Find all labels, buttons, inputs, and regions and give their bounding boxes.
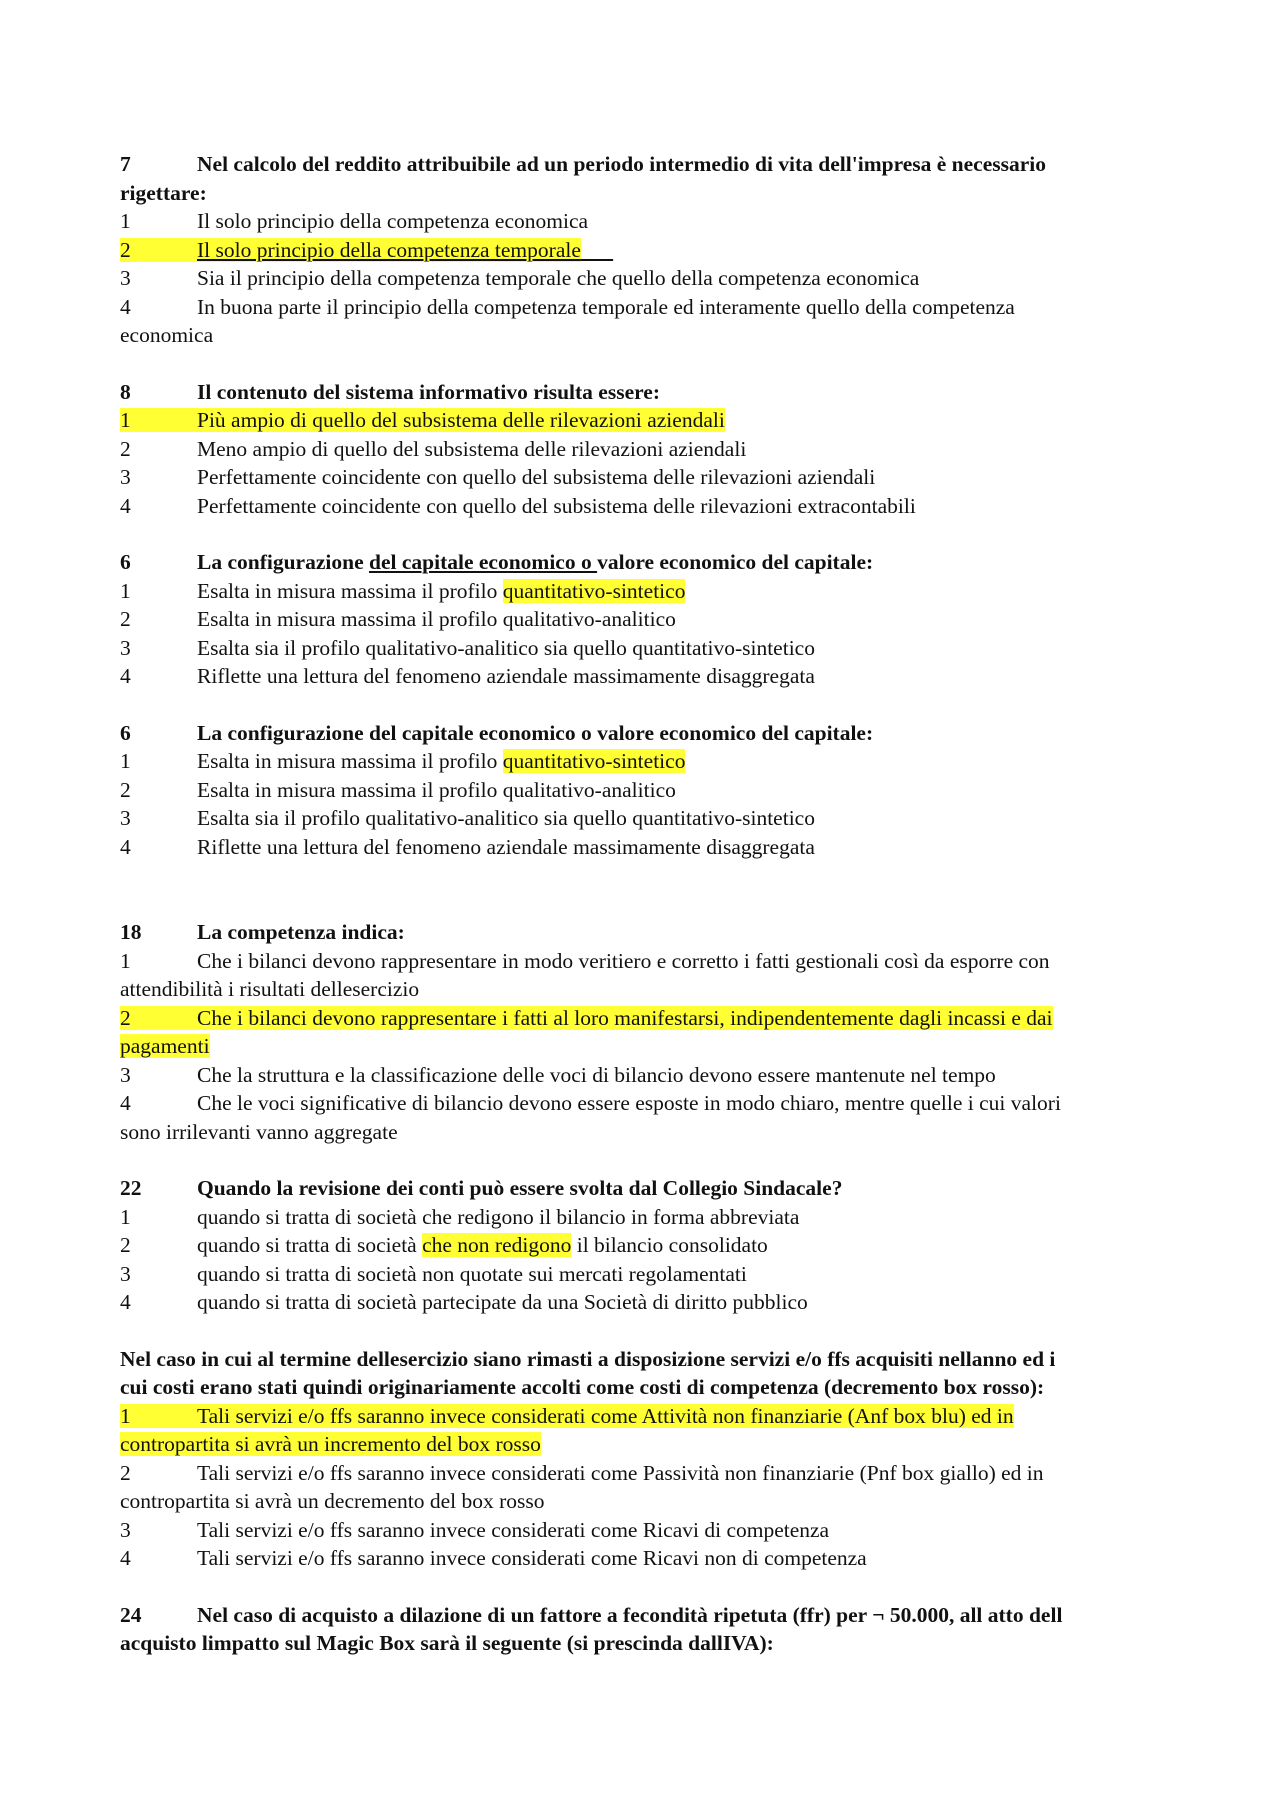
answer-option-continued: sono irrilevanti vanno aggregate xyxy=(120,1119,398,1144)
answer-option-continued: attendibilità i risultati dellesercizio xyxy=(120,977,420,1001)
answer-option-continued: contropartita si avrà un decremento del box rosso xyxy=(120,1489,545,1513)
question-block xyxy=(120,719,1170,862)
answer-option: 4 Perfettamente coincidente con quello del subsistema delle rilevazioni extracontabili xyxy=(120,493,916,518)
answer-option: 4 Tali servizi e/o ffs saranno invece considerati come Ricavi non di competenza xyxy=(120,1546,867,1570)
question-number: 22 xyxy=(120,1176,142,1200)
question-stem-continued: rigettare: xyxy=(120,180,207,205)
answer-option: 1 quando si tratta di società che redigono il bilancio in forma abbreviata xyxy=(120,1204,800,1229)
underline-tail xyxy=(581,238,613,262)
question-stem: 8 Il contenuto del sistema informativo risulta essere: xyxy=(120,378,1170,407)
question-number: 7 xyxy=(120,152,131,176)
question-stem: 18 La competenza indica: xyxy=(120,918,1170,947)
answer-option-highlighted xyxy=(120,406,1170,435)
question-stem-continued: cui costi erano stati quindi originariamente accolti come costi di competenza (decremento box rosso): xyxy=(120,1375,1045,1399)
question-stem: Nel caso in cui al termine dellesercizio siano rimasti a disposizione servizi e/o ffs acquisiti nellanno ed i xyxy=(120,1346,1056,1371)
answer-option: 3 Tali servizi e/o ffs saranno invece considerati come Ricavi di competenza xyxy=(120,1517,830,1542)
answer-option: 2 Esalta in misura massima il profilo qualitativo-analitico xyxy=(120,607,676,631)
question-stem: 6 La configurazione del capitale economico o valore economico del capitale: xyxy=(120,719,1170,748)
answer-option: 4 quando si tratta di società partecipate da una Società di diritto pubblico xyxy=(120,1290,808,1314)
question-number: 8 xyxy=(120,379,131,404)
question-stem: 7 Nel calcolo del reddito attribuibile ad un periodo intermedio di vita dell'impresa è necessario xyxy=(120,150,1170,179)
answer-option: 1 Esalta in misura massima il profilo quantitativo-sintetico xyxy=(120,578,686,603)
highlight-mark: che non redigono xyxy=(422,1233,572,1257)
answer-option: 4 Riflette una lettura del fenomeno aziendale massimamente disaggregata xyxy=(120,834,815,859)
answer-option: 3 Sia il principio della competenza temporale che quello della competenza economica xyxy=(120,266,920,290)
answer-option: 4 Che le voci significative di bilancio devono essere esposte in modo chiaro, mentre quelle i cui valori xyxy=(120,1091,1061,1115)
highlight-mark: quantitativo-sintetico xyxy=(502,749,686,773)
question-stem: 22 Quando la revisione dei conti può essere svolta dal Collegio Sindacale? xyxy=(120,1174,1170,1203)
question-block xyxy=(120,150,1170,350)
question-number: 6 xyxy=(120,550,131,574)
answer-option-highlighted xyxy=(120,1402,1170,1431)
answer-option: 3 quando si tratta di società non quotate sui mercati regolamentati xyxy=(120,1261,747,1286)
highlight-mark: contropartita si avrà un incremento del box rosso xyxy=(120,1432,541,1456)
highlight-mark: pagamenti xyxy=(120,1034,210,1058)
question-block xyxy=(120,1174,1170,1317)
highlight-mark: 2 Il solo principio della competenza temporale xyxy=(120,237,581,262)
answer-option: 4 Riflette una lettura del fenomeno aziendale massimamente disaggregata xyxy=(120,664,815,688)
answer-option-highlighted xyxy=(120,1004,1170,1033)
answer-option: 1 Esalta in misura massima il profilo quantitativo-sintetico xyxy=(120,749,686,773)
question-stem: 24 Nel caso di acquisto a dilazione di un fattore a fecondità ripetuta (ffr) per ¬ 50.000, all atto dell xyxy=(120,1601,1170,1630)
answer-option: 3 Esalta sia il profilo qualitativo-analitico sia quello quantitativo-sintetico xyxy=(120,806,815,830)
question-block xyxy=(120,1601,1170,1658)
answer-option: 2 Meno ampio di quello del subsistema delle rilevazioni aziendali xyxy=(120,436,747,461)
question-number: 24 xyxy=(120,1602,142,1627)
answer-option: 3 Perfettamente coincidente con quello del subsistema delle rilevazioni aziendali xyxy=(120,465,876,489)
answer-option: 1 Che i bilanci devono rappresentare in modo veritiero e corretto i fatti gestionali così da esporre con xyxy=(120,948,1050,973)
question-stem: 6 La configurazione del capitale economico o valore economico del capitale: xyxy=(120,548,1170,577)
answer-option: 1 Il solo principio della competenza economica xyxy=(120,209,589,233)
question-block xyxy=(120,1345,1170,1573)
answer-option: 3 Che la struttura e la classificazione delle voci di bilancio devono essere mantenute nel tempo xyxy=(120,1062,996,1087)
answer-option: 4 In buona parte il principio della competenza temporale ed interamente quello della competenza xyxy=(120,294,1015,319)
question-number: 6 xyxy=(120,720,131,745)
question-block xyxy=(120,378,1170,521)
question-block xyxy=(120,918,1170,1146)
answer-option-continued xyxy=(120,1430,1170,1459)
answer-option: 2 quando si tratta di società che non redigono il bilancio consolidato xyxy=(120,1233,768,1257)
answer-option-continued xyxy=(120,1032,1170,1061)
question-number: 18 xyxy=(120,920,142,944)
highlight-mark: 1 Più ampio di quello del subsistema delle rilevazioni aziendali xyxy=(120,408,725,432)
question-stem-continued: acquisto limpatto sul Magic Box sarà il seguente (si prescinda dallIVA): xyxy=(120,1631,774,1655)
highlight-mark: quantitativo-sintetico xyxy=(502,578,686,603)
answer-option: 2 Tali servizi e/o ffs saranno invece considerati come Passività non finanziarie (Pnf box giallo) ed in xyxy=(120,1460,1044,1485)
underlined-text: del capitale economico o xyxy=(369,550,598,574)
highlight-mark: 2 Che i bilanci devono rappresentare i fatti al loro manifestarsi, indipendentemente dagli incassi e dai xyxy=(120,1005,1053,1030)
answer-option: 3 Esalta sia il profilo qualitativo-analitico sia quello quantitativo-sintetico xyxy=(120,635,815,660)
answer-option-highlighted xyxy=(120,236,1170,265)
answer-option: 2 Esalta in misura massima il profilo qualitativo-analitico xyxy=(120,777,676,802)
answer-option-continued: economica xyxy=(120,323,214,347)
highlight-mark: 1 Tali servizi e/o ffs saranno invece considerati come Attività non finanziarie (Anf box blu) ed in xyxy=(120,1403,1014,1428)
question-block xyxy=(120,548,1170,691)
